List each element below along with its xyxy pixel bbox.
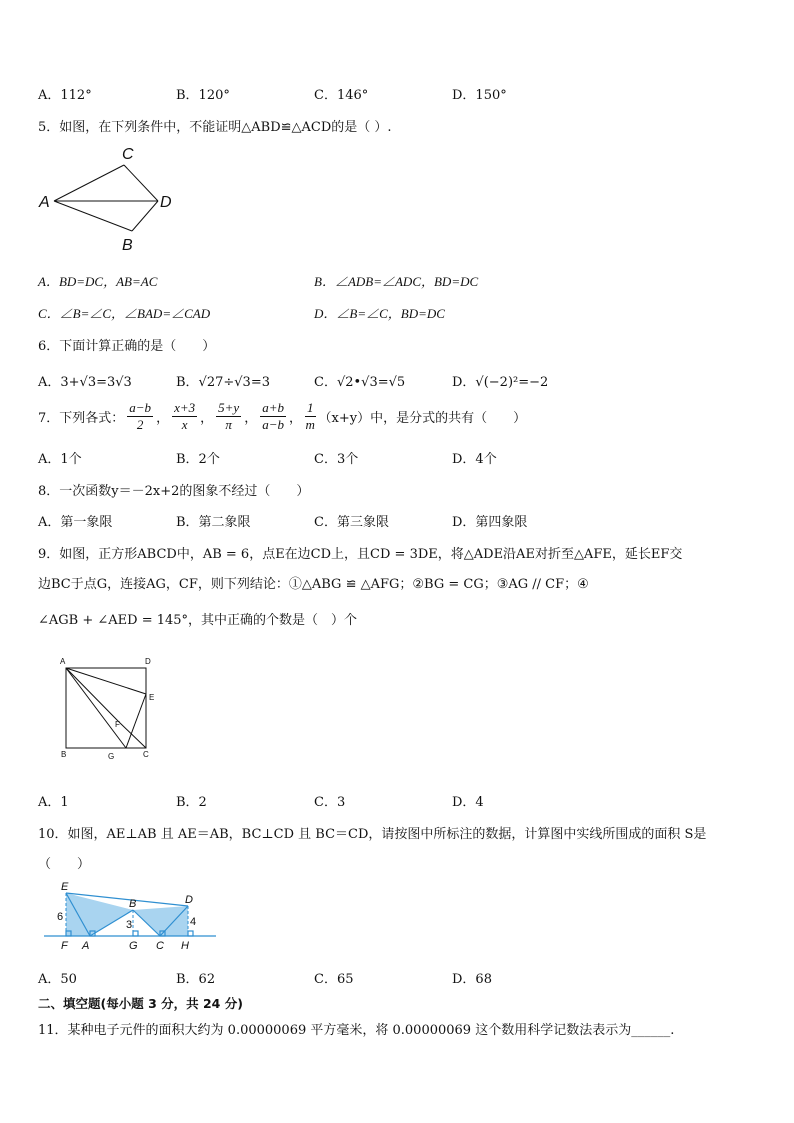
q4-option-a[interactable]: A．112° xyxy=(38,88,92,103)
q8-option-b[interactable]: B．第二象限 xyxy=(176,515,251,530)
q10-option-c[interactable]: C．65 xyxy=(314,972,354,987)
q7-frac1-num: a−b xyxy=(129,400,152,415)
q7-fraction-3 xyxy=(216,400,241,433)
q9-option-a[interactable]: A．1 xyxy=(38,795,69,810)
q7-fraction-4 xyxy=(260,400,286,433)
q10-option-d[interactable]: D．68 xyxy=(452,972,492,987)
q10-length-4: 4 xyxy=(190,916,197,928)
q7-frac4-num: a+b xyxy=(262,400,284,415)
q7-prefix: 7．下列各式： xyxy=(38,411,125,426)
q7-frac3-den: π xyxy=(225,417,232,432)
q7-fraction-1 xyxy=(127,400,153,433)
q7-option-a[interactable]: A．1个 xyxy=(38,452,82,467)
q7-frac4-den: a−b xyxy=(262,417,284,432)
q9-label-a: A xyxy=(60,657,66,666)
q10-option-b[interactable]: B．62 xyxy=(176,972,216,987)
q4-option-c[interactable]: C．146° xyxy=(314,88,369,103)
q5-label-b: B xyxy=(122,237,133,254)
q5-option-d[interactable]: D．∠B=∠C，BD=DC xyxy=(314,306,445,321)
q9-option-c[interactable]: C．3 xyxy=(314,795,346,810)
q10-label-e: E xyxy=(61,881,69,893)
q5-label-d: D xyxy=(160,194,172,211)
q7-frac5-num: 1 xyxy=(307,400,314,415)
q7-fraction-2 xyxy=(172,400,197,433)
q7-frac2-den: x xyxy=(181,417,188,432)
q10-label-d: D xyxy=(185,894,193,906)
q7-option-d[interactable]: D．4个 xyxy=(452,452,497,467)
q10-length-3: 3 xyxy=(126,919,133,931)
q9-line2: 边BC于点G，连接AG，CF，则下列结论：①△ABG ≌ △AFG；②BG = CG；③AG // CF；④ xyxy=(38,577,589,592)
q6-option-d[interactable]: D．√(−2)²=−2 xyxy=(452,375,549,390)
q10-figure xyxy=(40,878,220,954)
q8-option-d[interactable]: D．第四象限 xyxy=(452,515,528,530)
q9-line1: 9．如图，正方形ABCD中，AB = 6，点E在边CD上，且CD = 3DE，将△ADE沿AE对折至△AFE，延长EF交 xyxy=(38,547,683,562)
q5-label-c: C xyxy=(122,146,134,163)
q7-suffix: （x+y）中，是分式的共有（ ） xyxy=(318,411,527,426)
q9-label-f: F xyxy=(115,720,120,729)
q11-stem: 11．某种电子元件的面积大约为 0.00000069 平方毫米，将 0.00000069 这个数用科学记数法表示为______. xyxy=(38,1023,675,1038)
q7-frac2-num: x+3 xyxy=(174,400,196,415)
q7-frac3-num: 5+y xyxy=(218,400,240,415)
q9-option-b[interactable]: B．2 xyxy=(176,795,207,810)
q10-label-a: A xyxy=(82,940,90,952)
q5-label-a: A xyxy=(39,194,50,211)
q9-label-g: G xyxy=(108,752,115,761)
q5-figure xyxy=(36,143,186,255)
q4-option-b[interactable]: B．120° xyxy=(176,88,230,103)
q6-option-c[interactable]: C．√2•√3=√5 xyxy=(314,375,406,390)
q10-label-c: C xyxy=(156,940,164,952)
q10-line2: （ ） xyxy=(38,857,91,872)
q10-length-6: 6 xyxy=(57,911,64,923)
q9-label-e: E xyxy=(149,693,155,702)
q9-label-c: C xyxy=(143,750,149,759)
q7-frac1-den: 2 xyxy=(136,417,144,432)
q8-stem: 8．一次函数y＝－2x+2的图象不经过（ ） xyxy=(38,484,310,499)
q10-label-f: F xyxy=(61,940,68,952)
q6-stem: 6．下面计算正确的是（ ） xyxy=(38,339,216,354)
q5-option-a[interactable]: A．BD=DC，AB=AC xyxy=(38,274,158,289)
q9-label-d: D xyxy=(145,657,151,666)
q7-option-c[interactable]: C．3个 xyxy=(314,452,359,467)
q8-option-c[interactable]: C．第三象限 xyxy=(314,515,389,530)
q10-label-b: B xyxy=(129,898,137,910)
q6-option-a[interactable]: A．3+√3=3√3 xyxy=(38,375,132,390)
q9-line3: ∠AGB + ∠AED = 145°，其中正确的个数是（ ）个 xyxy=(38,613,358,628)
q7-fraction-5 xyxy=(305,400,316,433)
q9-figure xyxy=(56,654,166,764)
q5-option-b[interactable]: B．∠ADB=∠ADC，BD=DC xyxy=(314,274,479,289)
q5-option-c[interactable]: C．∠B=∠C，∠BAD=∠CAD xyxy=(38,306,211,321)
q4-option-d[interactable]: D．150° xyxy=(452,88,507,103)
q5-stem: 5．如图，在下列条件中，不能证明△ABD≌△ACD的是（ ）. xyxy=(38,120,392,135)
q10-option-a[interactable]: A．50 xyxy=(38,972,77,987)
q9-label-b: B xyxy=(61,750,67,759)
q10-label-g: G xyxy=(129,940,138,952)
q7-stem: 7．下列各式： $\frac{a-b}{2}$ ， $\frac{x+3}{x}$ ， $\frac{5+y}{\pi}$ ， $\frac{a+b}{a-b}$ ， $\frac{1}{m}$ （x+y）中，是分式的共有（ ） xyxy=(38,400,527,432)
q7-option-b[interactable]: B．2个 xyxy=(176,452,220,467)
q10-line1: 10．如图，AE⊥AB 且 AE＝AB，BC⊥CD 且 BC＝CD，请按图中所标注的数据，计算图中实线所围成的面积 S是 xyxy=(38,827,707,842)
q9-option-d[interactable]: D．4 xyxy=(452,795,484,810)
section-heading-fill-in: 二、填空题(每小题 3 分，共 24 分) xyxy=(38,996,243,1011)
q7-frac5-den: m xyxy=(305,417,315,432)
q8-option-a[interactable]: A．第一象限 xyxy=(38,515,113,530)
q10-label-h: H xyxy=(181,940,189,952)
q6-option-b[interactable]: B．√27÷√3=3 xyxy=(176,375,270,390)
